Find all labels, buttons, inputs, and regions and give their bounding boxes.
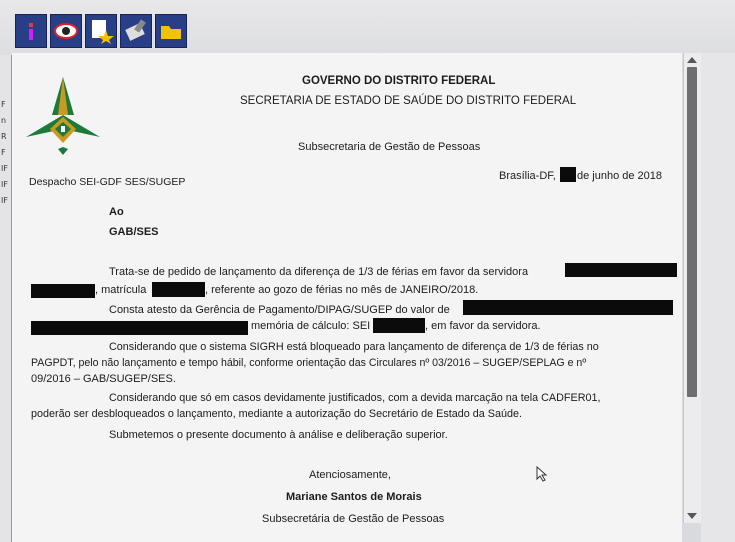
letterhead-subsecretariat: Subsecretaria de Gestão de Pessoas <box>298 141 481 153</box>
signer-role: Subsecretária de Gestão de Pessoas <box>262 513 445 525</box>
info-icon <box>20 19 42 43</box>
scroll-down-icon[interactable] <box>687 513 697 519</box>
left-panel-strip <box>0 55 12 542</box>
gdf-crest-logo <box>24 75 102 157</box>
strip-letter: IF <box>1 180 8 189</box>
paragraph-1-line-1: Trata-se de pedido de lançamento da diferença de 1/3 de férias em favor da servidora <box>109 266 529 278</box>
paragraph-4-line-1: Considerando que só em casos devidamente justificados, com a devida marcação na tela CADFER01, <box>109 392 601 404</box>
redaction <box>560 167 576 182</box>
paragraph-3-text: Considerando que o sistema SIGRH está bloqueado para lançamento de diferença de 1/3 de férias no <box>109 341 599 353</box>
paragraph-3-line-2: PAGPDT, pelo não lançamento e tempo hábil, conforme orientação das Circulares nº 03/2016 – SUGEP/SEPLAG e nº <box>31 357 587 369</box>
view-button[interactable] <box>50 14 82 48</box>
sign-icon <box>123 18 149 44</box>
info-button[interactable] <box>15 14 47 48</box>
document-button[interactable] <box>85 14 117 48</box>
date-prefix: Brasília-DF, <box>499 170 556 182</box>
paragraph-3-line-3: 09/2016 – GAB/SUGEP/SES. <box>31 373 176 385</box>
signer-name: Mariane Santos de Morais <box>286 491 422 503</box>
document-page <box>12 53 682 542</box>
scrollbar-thumb[interactable] <box>687 67 697 397</box>
redaction <box>565 263 677 277</box>
strip-letter: F <box>1 148 6 157</box>
scroll-up-icon[interactable] <box>687 57 697 63</box>
addressee-unit: GAB/SES <box>109 226 159 238</box>
right-margin <box>701 53 735 542</box>
folder-button[interactable] <box>155 14 187 48</box>
toolbar <box>0 0 735 60</box>
sign-button[interactable] <box>120 14 152 48</box>
redaction <box>463 300 673 315</box>
paragraph-2-memoria: memória de cálculo: SEI <box>251 320 371 332</box>
paragraph-5: Submetemos o presente documento à análise e deliberação superior. <box>109 429 448 441</box>
folder-icon <box>158 20 184 42</box>
closing-greeting: Atenciosamente, <box>309 469 391 481</box>
eye-icon <box>53 20 79 42</box>
vertical-scrollbar[interactable] <box>683 53 701 523</box>
redaction <box>373 318 425 333</box>
paragraph-1-end: , referente ao gozo de férias no mês de JANEIRO/2018. <box>205 284 479 296</box>
letterhead-secretariat: SECRETARIA DE ESTADO DE SAÚDE DO DISTRITO FEDERAL <box>240 95 577 107</box>
mouse-cursor-icon <box>536 466 548 482</box>
addressee-to: Ao <box>109 206 124 218</box>
strip-letter: n <box>1 116 7 125</box>
despacho-id: Despacho SEI-GDF SES/SUGEP <box>29 176 186 188</box>
strip-letter: R <box>1 132 7 141</box>
strip-letter: IF <box>1 196 8 205</box>
redaction <box>152 282 205 297</box>
redaction <box>31 284 95 298</box>
paragraph-2-end: , em favor da servidora. <box>425 320 541 332</box>
document-star-icon <box>88 18 114 44</box>
paragraph-3-line-1 <box>31 339 671 355</box>
redaction <box>31 321 248 335</box>
strip-letter: IF <box>1 164 8 173</box>
date-suffix: de junho de 2018 <box>577 170 663 182</box>
paragraph-4-line-2: poderão ser desbloqueados o lançamento, mediante a autorização do Secretário de Estado da Saúde. <box>31 408 522 420</box>
letterhead-government: GOVERNO DO DISTRITO FEDERAL <box>302 75 496 87</box>
paragraph-1-matricula: , matrícula <box>95 284 147 296</box>
strip-letter: F <box>1 100 6 109</box>
paragraph-2-line-1: Consta atesto da Gerência de Pagamento/DIPAG/SUGEP do valor de <box>109 304 450 316</box>
